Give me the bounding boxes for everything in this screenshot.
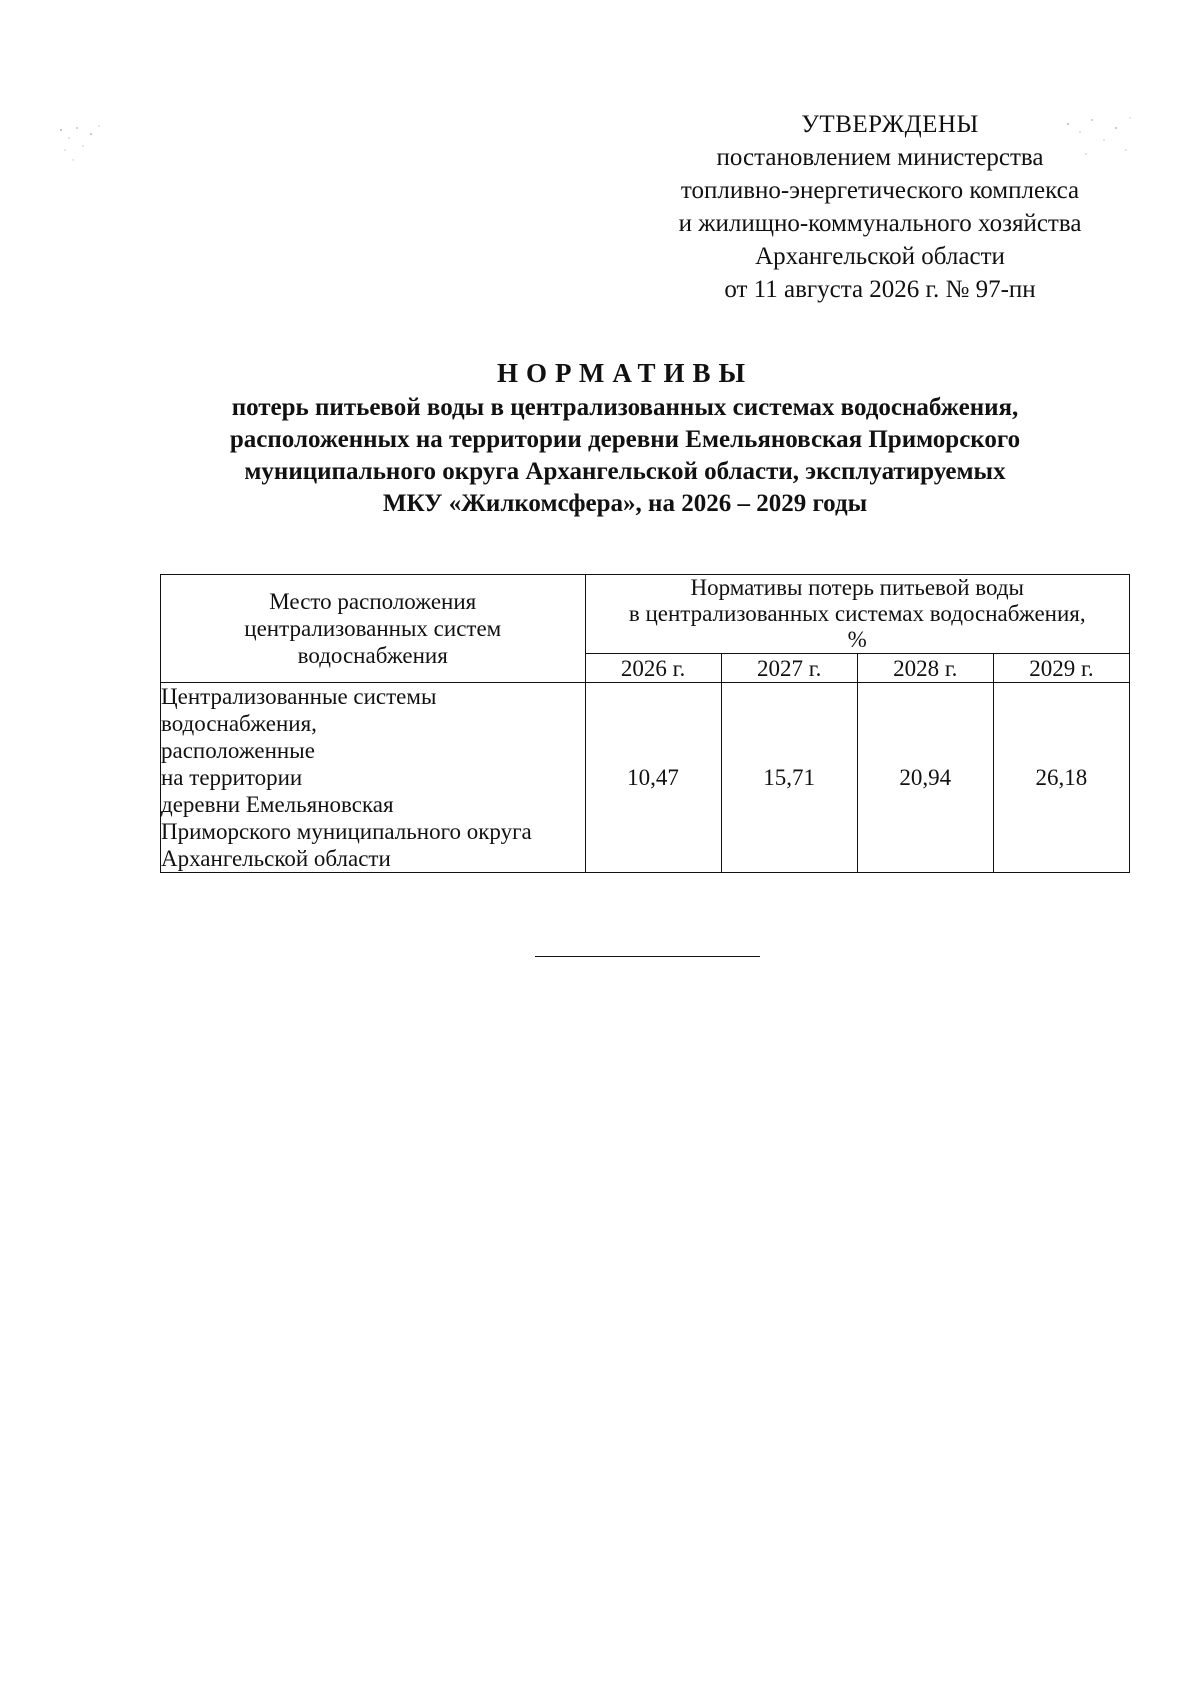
table-header-row xyxy=(161,575,1130,654)
place-line: Централизованные системы xyxy=(161,684,437,709)
place-header-line: водоснабжения xyxy=(297,643,448,668)
place-header-line: централизованных систем xyxy=(244,616,502,641)
approval-heading: УТВЕРЖДЕНЫ xyxy=(801,111,979,138)
norm-header-line: в централизованных системах водоснабжения, xyxy=(628,601,1086,626)
scan-noise-top-left xyxy=(55,120,115,170)
approval-line: Архангельской области xyxy=(755,243,1005,270)
value-cell-2028: 20,94 xyxy=(857,683,993,873)
norm-header-unit: % xyxy=(847,627,867,652)
year-header-cell: 2028 г. xyxy=(857,654,993,683)
approval-line: топливно-энергетического комплекса xyxy=(680,177,1080,204)
approval-line: и жилищно-коммунального хозяйства xyxy=(678,210,1082,237)
value-cell-2027: 15,71 xyxy=(721,683,857,873)
norm-header-line: Нормативы потерь питьевой воды xyxy=(690,575,1025,600)
document-title xyxy=(60,356,1190,520)
place-cell xyxy=(161,683,586,873)
place-header-cell xyxy=(161,575,586,683)
table-row xyxy=(161,683,1130,873)
norms-table xyxy=(160,574,1130,873)
year-header-cell: 2026 г. xyxy=(585,654,721,683)
value-cell-2029: 26,18 xyxy=(993,683,1129,873)
year-header-cell: 2029 г. xyxy=(993,654,1129,683)
place-line: Архангельской области xyxy=(161,846,391,871)
end-of-document-line xyxy=(535,956,760,957)
approval-block xyxy=(600,108,1160,306)
place-line: расположенные xyxy=(161,738,315,763)
value-cell-2026: 10,47 xyxy=(585,683,721,873)
place-line: деревни Емельяновская xyxy=(161,792,394,817)
title-line: МКУ «Жилкомсфера», на 2026 – 2029 годы xyxy=(382,490,868,517)
place-line: на территории xyxy=(161,765,303,790)
title-line: расположенных на территории деревни Емельяновская Приморского xyxy=(229,426,1021,453)
year-header-cell: 2027 г. xyxy=(721,654,857,683)
title-line: муниципального округа Архангельской области, эксплуатируемых xyxy=(244,458,1006,485)
place-line: водоснабжения, xyxy=(161,711,317,736)
place-line: Приморского муниципального округа xyxy=(161,819,532,844)
approval-date-number: от 11 августа 2026 г. № 97-пн xyxy=(724,276,1036,303)
approval-line: постановлением министерства xyxy=(716,144,1044,171)
place-header-line: Место расположения xyxy=(269,589,477,614)
norm-header-cell xyxy=(585,575,1130,654)
title-main: НОРМАТИВЫ xyxy=(496,358,754,388)
title-line: потерь питьевой воды в централизованных системах водоснабжения, xyxy=(231,394,1019,421)
